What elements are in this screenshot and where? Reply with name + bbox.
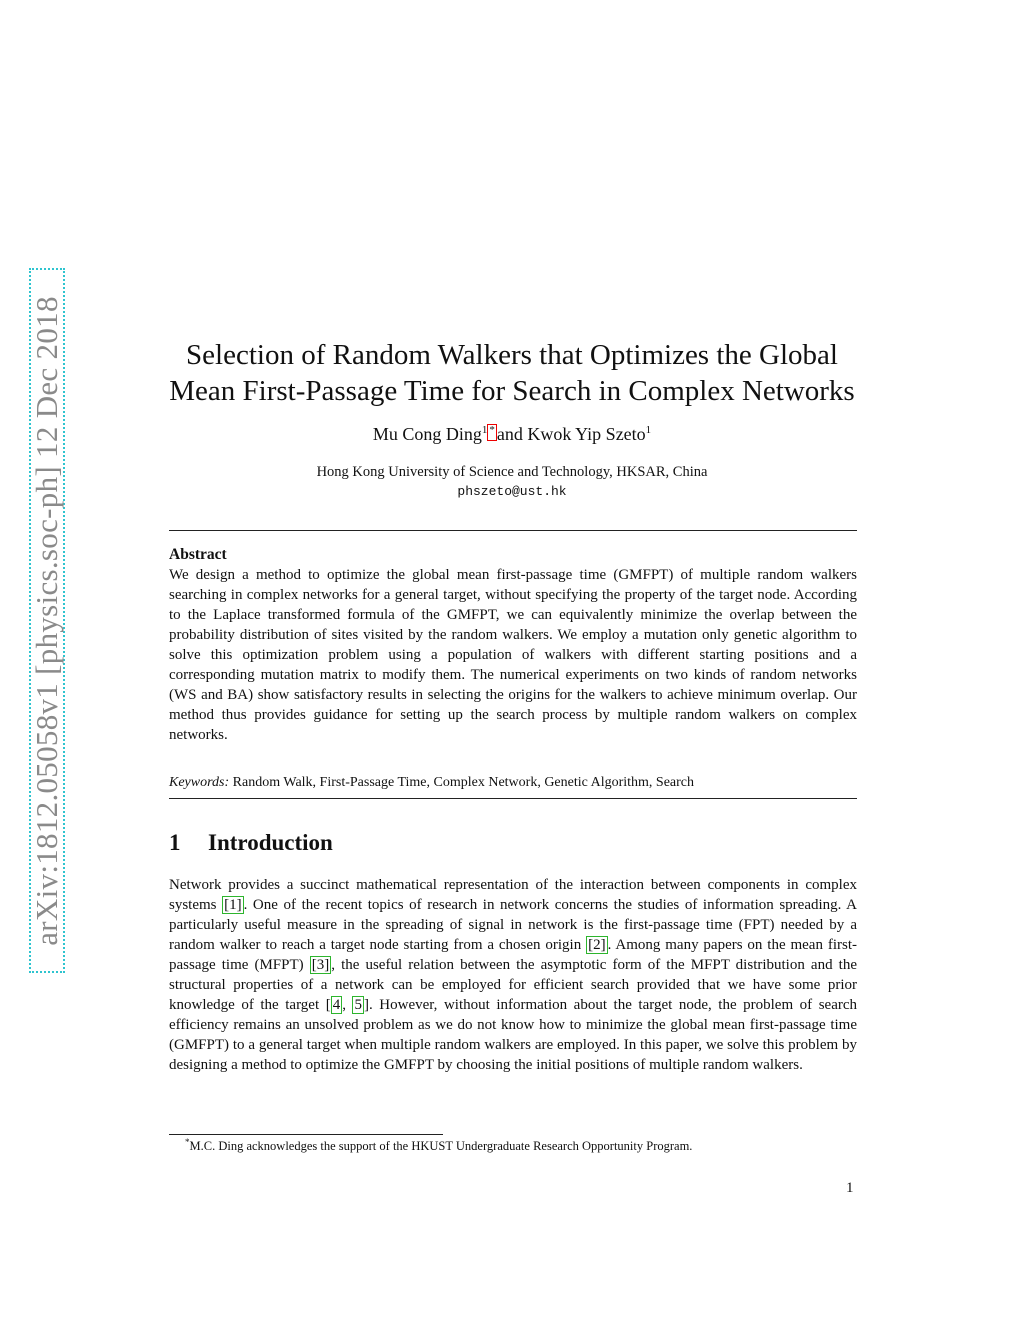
footnote-mark: * xyxy=(185,1137,190,1147)
footnote-rule xyxy=(169,1134,443,1135)
footnote-mark: * xyxy=(489,424,495,436)
keywords-list: Random Walk, First-Passage Time, Complex Network, Genetic Algorithm, Search xyxy=(229,775,694,790)
footnote-text: M.C. Ding acknowledges the support of the HKUST Undergraduate Research Opportunity Program. xyxy=(189,1139,693,1154)
title-line-2: Mean First-Passage Time for Search in Complex Networks xyxy=(169,375,855,407)
intro-text: . However, without information about the target node, the problem of search efficiency remains an unsolved problem as we do not know how to minimize the global mean first-passage time (GMFPT) to a general target when multiple random walkers are employed. In this paper, we solve this problem by designing a method to optimize the GMFPT by choosing the initial positions of multiple random walkers. xyxy=(169,997,858,1073)
citation-link[interactable]: [2] xyxy=(588,937,606,953)
paper-title xyxy=(0,337,1024,409)
intro-text: , the useful relation between the asymptotic form of the MFPT distribution and the structural properties of a network can be employed for efficient search provided that we have some prior knowledge of the target xyxy=(169,957,857,1013)
citation-number: 1 xyxy=(229,897,237,913)
affiliation-mark: 1 xyxy=(481,424,488,436)
citation-number: 4 xyxy=(332,997,341,1013)
affiliation-mark: 1 xyxy=(645,424,652,436)
citation-number: 5 xyxy=(354,997,362,1013)
author-conjunction: and xyxy=(496,424,523,444)
citation-number: 2 xyxy=(593,937,601,953)
citation-link[interactable]: [1] xyxy=(224,897,242,913)
abstract-heading: Abstract xyxy=(169,546,227,563)
intro-text: Network provides a succinct mathematical representation of the interaction between components in complex systems xyxy=(169,877,857,913)
page-number: 1 xyxy=(846,1180,854,1196)
arxiv-identifier: arXiv:1812.05058v1 [physics.soc-ph] 12 Dec 2018 xyxy=(29,295,64,946)
citation-number: 3 xyxy=(316,957,325,973)
citation-link[interactable]: [3] xyxy=(311,957,330,973)
citation-separator: , xyxy=(342,997,353,1013)
section-heading: Introduction xyxy=(208,830,333,855)
author-list xyxy=(0,424,1024,445)
abstract-bottom-rule xyxy=(169,798,857,799)
abstract-text: We design a method to optimize the global mean first-passage time (GMFPT) of multiple random walkers searching in complex networks for a general target, without specifying the property of the target node. According to the Laplace transformed formula of the GMFPT, we can equivalently minimize the overlap between the probability distribution of sites visited by the random walkers. We employ a mutation only genetic algorithm to solve this optimization problem using a population of walkers with different starting positions and a corresponding mutation matrix to modify them. The numerical experiments on two kinds of random networks (WS and BA) show satisfactory results in selecting the origins for the walkers to achieve minimum overlap. Our method thus provides guidance for setting up the search process by multiple random walkers on complex networks. xyxy=(169,567,857,743)
citation-link[interactable] xyxy=(331,996,343,1014)
title-line-1: Selection of Random Walkers that Optimizes the Global xyxy=(186,339,838,371)
section-number: 1 xyxy=(169,830,181,855)
footnote-link[interactable] xyxy=(487,424,497,441)
affiliation: Hong Kong University of Science and Technology, HKSAR, China xyxy=(316,464,708,480)
author-name: Kwok Yip Szeto xyxy=(522,424,646,444)
intro-text: . Among many papers on the mean first-passage time (MFPT) xyxy=(169,937,857,973)
citation-link[interactable] xyxy=(352,996,364,1014)
author-name: Mu Cong Ding xyxy=(372,424,482,444)
keywords xyxy=(169,775,857,791)
keywords-label: Keywords: xyxy=(169,775,230,790)
intro-text: . One of the recent topics of research in network concerns the studies of information spreading. A particularly useful measure in the spreading of signal in network is the first-passage time (FPT) needed by a random walker to reach a target node starting from a chosen origin xyxy=(169,897,857,953)
footnote xyxy=(185,1137,692,1154)
abstract-top-rule xyxy=(169,530,857,531)
introduction-paragraph: Network provides a succinct mathematical representation of the interaction between components in complex systems [1] . One of the recent topics of research in network concerns the studies of information spreading. A particularly useful measure in the spreading of signal in network is the first-passage time (FPT) needed by a random walker to reach a target node starting from a chosen origin [2] . Among many papers on the mean first-passage time (MFPT) [3] , the useful relation between the asymptotic form of the MFPT distribution and the structural properties of a network can be employed for efficient search provided that we have some prior knowledge of the target [ 4 , 5 ]. However, without information about the target node, the problem of search efficiency remains an unsolved problem as we do not know how to minimize the global mean first-passage time (GMFPT) to a general target when multiple random walkers are employed. In this paper, we solve this problem by designing a method to optimize the GMFPT by choosing the initial positions of multiple random walkers. xyxy=(169,877,858,1073)
contact-email[interactable]: phszeto@ust.hk xyxy=(457,484,567,499)
